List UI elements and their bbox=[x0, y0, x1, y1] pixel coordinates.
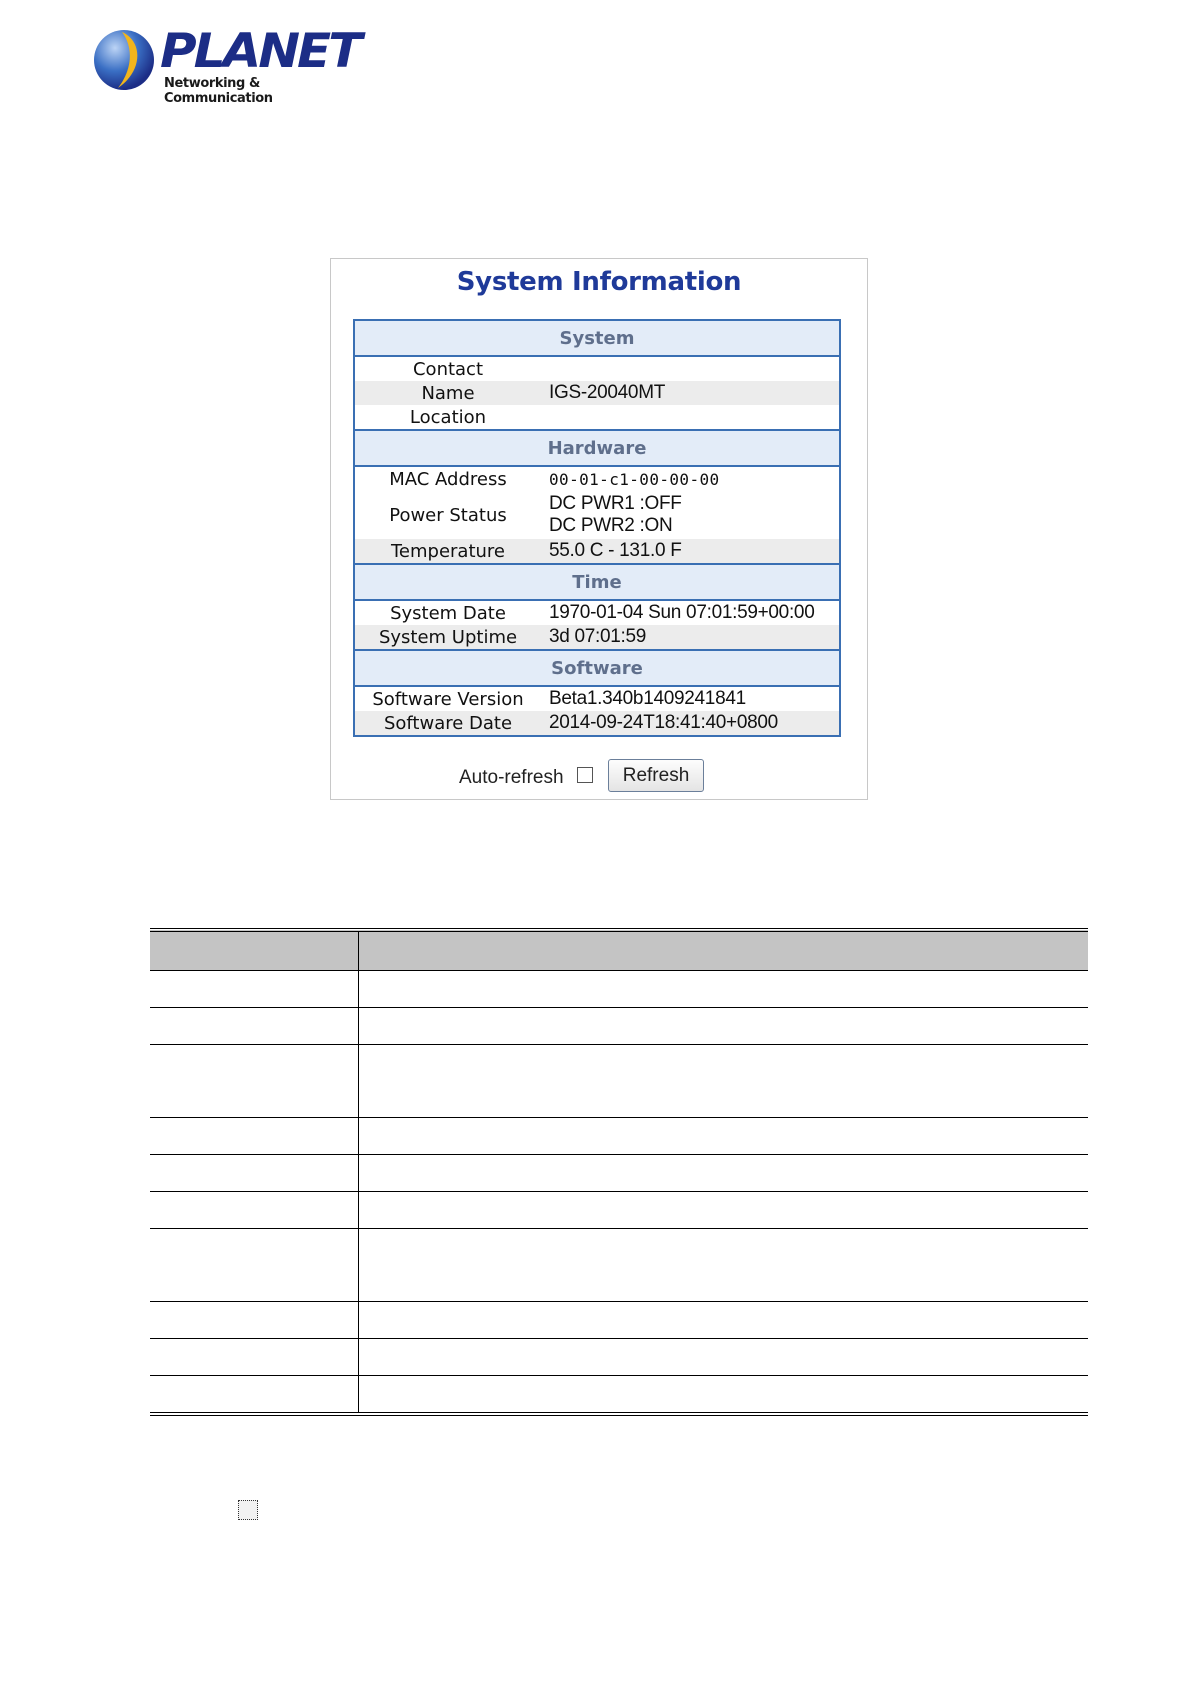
temperature-value: 55.0 C - 131.0 F bbox=[541, 539, 840, 564]
table-row bbox=[354, 356, 840, 381]
table-cell bbox=[150, 1302, 359, 1339]
table-cell bbox=[150, 1229, 359, 1302]
table-row bbox=[150, 1155, 1088, 1192]
table-row bbox=[354, 491, 840, 539]
table-row bbox=[354, 405, 840, 430]
section-header-hardware bbox=[354, 430, 840, 466]
table-row bbox=[150, 1229, 1088, 1302]
software-version-value: Beta1.340b1409241841 bbox=[549, 688, 746, 709]
table-row bbox=[354, 711, 840, 736]
system-info-table bbox=[353, 319, 841, 737]
table-row bbox=[150, 1302, 1088, 1339]
section-header-system bbox=[354, 320, 840, 356]
table-row bbox=[150, 1192, 1088, 1229]
table-row bbox=[354, 466, 840, 491]
table-row bbox=[354, 600, 840, 625]
table-row bbox=[150, 1376, 1088, 1415]
location-label: Location bbox=[409, 406, 487, 428]
contact-value bbox=[541, 356, 840, 381]
system-uptime-label: System Uptime bbox=[354, 625, 541, 650]
table-cell bbox=[359, 1376, 1089, 1415]
page-title: System Information bbox=[456, 267, 742, 297]
logo-brand: PLANET bbox=[160, 23, 360, 79]
table-header-row bbox=[150, 930, 1088, 971]
mac-address-label: MAC Address bbox=[389, 468, 507, 490]
table-cell bbox=[150, 1045, 359, 1118]
section-title: System bbox=[354, 320, 840, 356]
globe-icon bbox=[92, 28, 156, 92]
table-cell bbox=[150, 1376, 359, 1415]
system-date-label: System Date bbox=[390, 602, 506, 624]
table-cell bbox=[359, 1192, 1089, 1229]
planet-logo bbox=[92, 23, 360, 106]
table-row bbox=[354, 381, 840, 405]
power-status-label: Power Status bbox=[389, 504, 507, 526]
system-information-panel bbox=[330, 258, 868, 800]
table-cell bbox=[359, 1155, 1089, 1192]
table-row bbox=[354, 686, 840, 711]
temperature-label: Temperature bbox=[354, 539, 541, 564]
software-version-label: Software Version bbox=[372, 688, 524, 710]
mac-address-value: 00-01-c1-00-00-00 bbox=[549, 469, 720, 489]
power-line-1: DC PWR1 :OFF bbox=[549, 493, 682, 514]
auto-refresh-checkbox[interactable] bbox=[577, 767, 593, 783]
description-table bbox=[150, 928, 1088, 1416]
table-cell bbox=[150, 1339, 359, 1376]
name-label: Name bbox=[354, 381, 541, 405]
software-date-value: 2014-09-24T18:41:40+0800 bbox=[541, 711, 840, 736]
system-uptime-value: 3d 07:01:59 bbox=[541, 625, 840, 650]
header-cell-object bbox=[150, 930, 359, 971]
table-cell bbox=[359, 1302, 1089, 1339]
logo-tagline: Networking & Communication bbox=[164, 76, 273, 106]
section-title: Hardware bbox=[354, 430, 840, 466]
power-line-2: DC PWR2 :ON bbox=[549, 515, 673, 536]
software-date-label: Software Date bbox=[354, 711, 541, 736]
section-header-time bbox=[354, 564, 840, 600]
location-value bbox=[541, 405, 840, 430]
table-cell bbox=[150, 1118, 359, 1155]
table-cell bbox=[359, 1008, 1089, 1045]
table-cell bbox=[359, 971, 1089, 1008]
name-value: IGS-20040MT bbox=[541, 381, 840, 405]
contact-label: Contact bbox=[412, 358, 484, 380]
table-cell bbox=[359, 1118, 1089, 1155]
refresh-controls bbox=[331, 759, 867, 791]
table-cell bbox=[359, 1339, 1089, 1376]
refresh-button[interactable]: Refresh bbox=[608, 759, 704, 792]
table-row bbox=[150, 971, 1088, 1008]
power-status-value bbox=[541, 491, 840, 539]
table-row bbox=[354, 539, 840, 564]
table-cell bbox=[359, 1045, 1089, 1118]
table-row bbox=[354, 625, 840, 650]
system-date-value: 1970-01-04 Sun 07:01:59+00:00 bbox=[549, 602, 815, 623]
table-cell bbox=[150, 1192, 359, 1229]
table-cell bbox=[150, 1008, 359, 1045]
section-title: Software bbox=[354, 650, 840, 686]
section-title: Time bbox=[354, 564, 840, 600]
table-row bbox=[150, 1008, 1088, 1045]
checkbox-icon bbox=[238, 1500, 258, 1520]
table-cell bbox=[150, 971, 359, 1008]
table-row bbox=[150, 1118, 1088, 1155]
table-cell bbox=[359, 1229, 1089, 1302]
auto-refresh-label: Auto-refresh bbox=[459, 767, 564, 788]
table-row bbox=[150, 1045, 1088, 1118]
header-cell-description bbox=[359, 930, 1089, 971]
section-header-software bbox=[354, 650, 840, 686]
table-row bbox=[150, 1339, 1088, 1376]
table-cell bbox=[150, 1155, 359, 1192]
